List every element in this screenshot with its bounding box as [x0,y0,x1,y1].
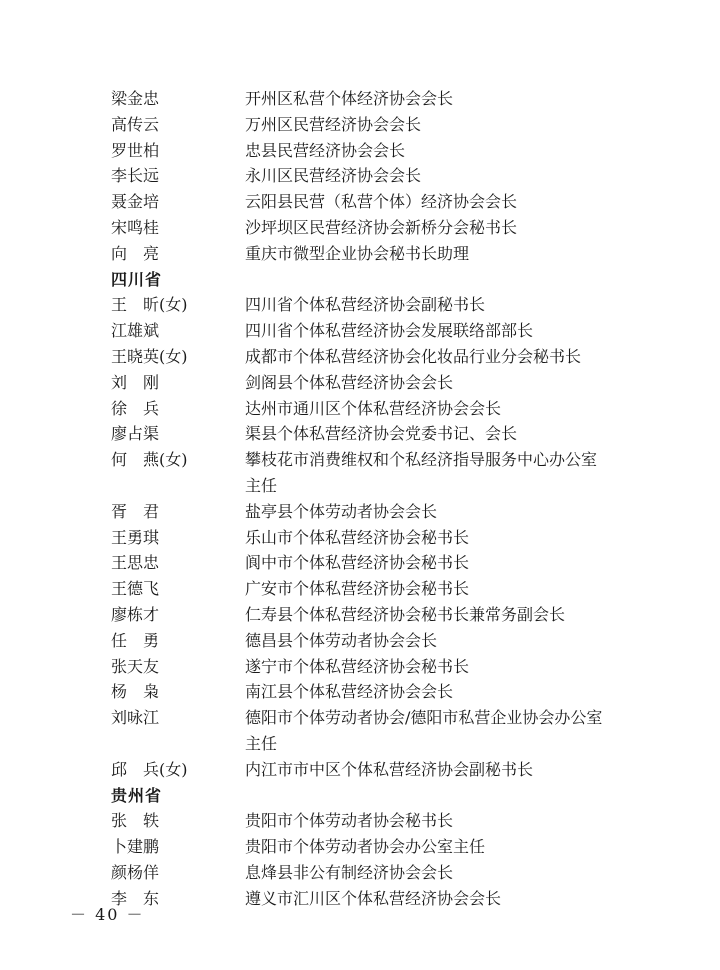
member-row [111,396,651,422]
member-row [111,679,651,705]
member-title: 仁寿县个体私营经济协会秘书长兼常务副会长 [245,604,566,624]
member-row [111,447,651,499]
member-row [111,705,651,757]
member-name: 张 轶 [111,811,160,831]
member-title: 四川省个体私营经济协会发展联络部部长 [245,321,534,341]
member-title: 开州区私营个体经济协会会长 [245,89,454,108]
member-title: 广安市个体私营经济协会秘书长 [245,579,470,599]
member-title: 南江县个体私营经济协会会长 [245,682,454,702]
member-title: 万州区民营经济协会会长 [245,114,422,134]
member-title: 剑阁县个体私营经济协会会长 [245,372,454,392]
member-name: 王思忠 [111,553,160,573]
member-name: 向 亮 [111,243,160,263]
member-title: 遵义市汇川区个体私营经济协会会长 [245,888,502,908]
member-title: 永川区民营经济协会会长 [245,166,422,186]
member-title: 渠县个体私营经济协会党委书记、会长 [245,424,518,444]
member-row [111,808,651,834]
member-row [111,344,651,370]
member-name: 刘咏江 [111,708,160,728]
member-title: 云阳县民营（私营个体）经济协会会长 [245,192,518,212]
member-title: 遂宁市个体私营经济协会秘书长 [245,656,470,676]
member-row [111,834,651,860]
member-name: 高传云 [111,114,160,134]
member-title: 德阳市个体劳动者协会/德阳市私营企业协会办公室主任 [245,708,603,753]
member-name: 王晓英(女) [111,346,188,366]
member-name: 廖占渠 [111,424,160,444]
member-name: 梁金忠 [111,89,160,108]
member-row [111,215,651,241]
member-row [111,370,651,396]
member-title: 成都市个体私营经济协会化妆品行业分会秘书长 [245,346,582,366]
member-title: 息烽县非公有制经济协会会长 [245,862,454,882]
member-name: 颜杨佯 [111,862,160,882]
member-row [111,189,651,215]
member-row [111,499,651,525]
member-name: 宋鸣桂 [111,217,160,237]
member-title: 忠县民营经济协会会长 [245,140,406,160]
member-row [111,602,651,628]
member-name: 邱 兵(女) [111,759,188,779]
section-heading: 贵州省 [111,785,163,805]
member-title: 四川省个体私营经济协会副秘书长 [245,295,486,315]
member-name: 李 东 [111,888,160,908]
member-list [111,86,651,912]
member-row [111,525,651,551]
member-name: 王 昕(女) [111,295,188,315]
member-title: 阆中市个体私营经济协会秘书长 [245,553,470,573]
member-title: 德昌县个体劳动者协会会长 [245,630,438,650]
member-name: 廖栋才 [111,604,160,624]
member-name: 李长远 [111,166,160,186]
member-row [111,163,651,189]
member-name: 卜建鹏 [111,837,160,857]
member-row [111,550,651,576]
page-number: － 40 － [70,905,145,924]
member-row [111,654,651,680]
member-row [111,112,651,138]
member-row [111,886,651,912]
member-title: 乐山市个体私营经济协会秘书长 [245,527,470,547]
member-name: 聂金培 [111,192,160,212]
member-row [111,138,651,164]
member-title: 贵阳市个体劳动者协会办公室主任 [245,837,486,857]
member-title: 达州市通川区个体私营经济协会会长 [245,398,502,418]
member-row [111,241,651,267]
member-name: 任 勇 [111,630,160,650]
member-name: 胥 君 [111,501,160,521]
member-name: 张天友 [111,656,160,676]
member-row [111,860,651,886]
member-title: 重庆市微型企业协会秘书长助理 [245,243,470,263]
section-heading: 四川省 [111,269,163,289]
member-row [111,292,651,318]
member-name: 王勇琪 [111,527,160,547]
member-row [111,628,651,654]
member-name: 杨 枭 [111,682,160,702]
member-title: 沙坪坝区民营经济协会新桥分会秘书长 [245,217,518,237]
member-title: 贵阳市个体劳动者协会秘书长 [245,811,454,831]
member-name: 刘 刚 [111,372,160,392]
member-name: 王德飞 [111,579,160,599]
member-title: 内江市市中区个体私营经济协会副秘书长 [245,759,534,779]
member-row [111,318,651,344]
member-title: 攀枝花市消费维权和个私经济指导服务中心办公室主任 [245,450,598,495]
member-name: 徐 兵 [111,398,160,418]
member-title: 盐亭县个体劳动者协会会长 [245,501,438,521]
member-name: 江雄斌 [111,321,160,341]
member-name: 罗世柏 [111,140,160,160]
member-row [111,421,651,447]
member-row [111,86,651,112]
member-name: 何 燕(女) [111,450,188,470]
member-row [111,757,651,783]
member-row [111,576,651,602]
